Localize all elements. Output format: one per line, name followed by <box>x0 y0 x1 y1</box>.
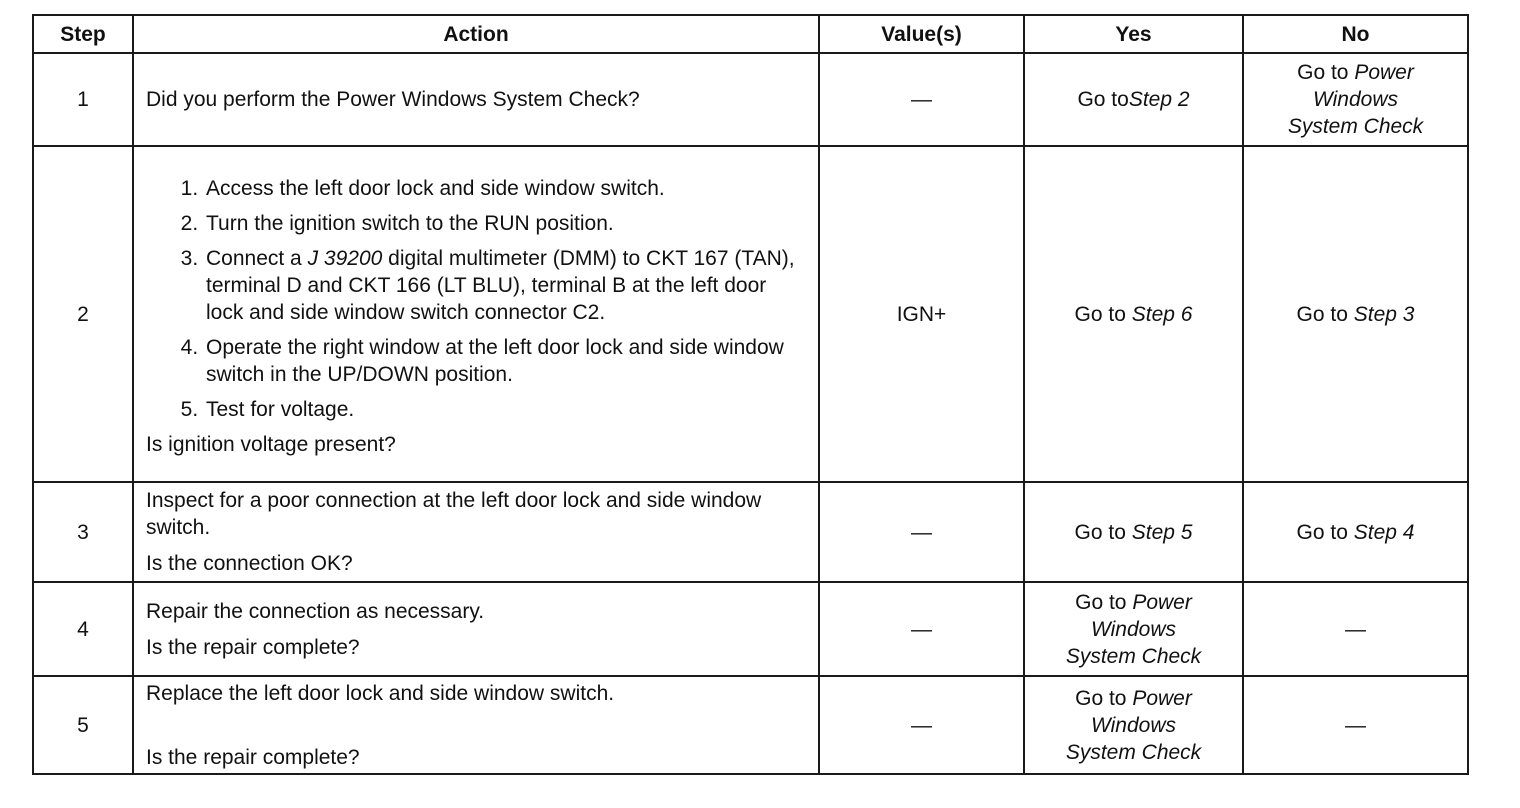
action-question: Is ignition voltage present? <box>146 432 396 456</box>
action-text: Replace the left door lock and side window switch. <box>146 681 615 705</box>
tool-reference: J 39200 <box>307 246 383 270</box>
action-cell <box>133 582 819 676</box>
yes-target-link[interactable]: Step 2 <box>1128 88 1190 111</box>
step-number: 4 <box>33 582 133 676</box>
action-question: Is the connection OK? <box>146 552 353 575</box>
header-yes: Yes <box>1024 15 1243 53</box>
yes-target-link-cont[interactable]: System Check <box>1065 740 1202 764</box>
value-cell: — <box>819 582 1024 676</box>
step-number: 5 <box>33 676 133 774</box>
substep-item: 2. Turn the ignition switch to the RUN position. <box>204 210 806 237</box>
no-prefix: Go to <box>1296 520 1354 544</box>
header-row <box>33 15 1468 53</box>
no-cell: — <box>1243 676 1468 774</box>
step-number: 2 <box>33 146 133 482</box>
substep-item <box>204 245 806 326</box>
header-values: Value(s) <box>819 15 1024 53</box>
yes-cell <box>1024 146 1243 482</box>
no-prefix: Go to <box>1297 61 1355 84</box>
substep-item: 5. Test for voltage. <box>204 396 806 423</box>
table-row <box>33 676 1468 774</box>
yes-target-link-cont[interactable]: Windows <box>1090 713 1176 737</box>
action-cell <box>133 482 819 582</box>
yes-target-link-cont[interactable]: Windows <box>1090 617 1176 641</box>
substep-text: Connect a <box>206 246 308 270</box>
yes-prefix: Go to <box>1074 302 1132 326</box>
step-number: 1 <box>33 53 133 146</box>
header-action: Action <box>133 15 819 53</box>
yes-target-link[interactable]: Step 5 <box>1131 520 1193 544</box>
action-cell <box>133 53 819 146</box>
no-target-link[interactable]: Power <box>1354 61 1414 84</box>
table-row <box>33 53 1468 146</box>
substep-item: 1. Access the left door lock and side window switch. <box>204 175 806 202</box>
action-question: Is the repair complete? <box>146 745 360 769</box>
action-text: Did you perform the Power Windows System Check? <box>146 88 640 111</box>
no-cell: — <box>1243 582 1468 676</box>
value-cell: — <box>819 53 1024 146</box>
action-text: Repair the connection as necessary. <box>146 599 485 623</box>
header-no: No <box>1243 15 1468 53</box>
substep-text: digital multimeter (DMM) to CKT 167 (TAN), terminal D and CKT 166 (LT BLU), terminal B at the left door lock and side window switch connector C2. <box>206 246 795 324</box>
table-row <box>33 146 1468 482</box>
no-target-link[interactable]: Step 4 <box>1353 520 1415 544</box>
yes-prefix: Go to <box>1077 88 1129 111</box>
yes-target-link[interactable]: Power <box>1132 590 1192 614</box>
yes-cell <box>1024 482 1243 582</box>
table-row <box>33 582 1468 676</box>
no-prefix: Go to <box>1296 302 1354 326</box>
action-question: Is the repair complete? <box>146 635 360 659</box>
substep-list <box>146 175 806 423</box>
no-cell <box>1243 482 1468 582</box>
action-cell <box>133 146 819 482</box>
no-target-link-cont[interactable]: System Check <box>1287 115 1424 138</box>
no-target-link-cont[interactable]: Windows <box>1312 88 1398 111</box>
table-row <box>33 482 1468 582</box>
yes-cell <box>1024 676 1243 774</box>
yes-prefix: Go to <box>1075 590 1133 614</box>
yes-prefix: Go to <box>1074 520 1132 544</box>
substep-item: 4. Operate the right window at the left door lock and side window switch in the UP/DOWN position. <box>204 334 806 388</box>
no-target-link[interactable]: Step 3 <box>1353 302 1415 326</box>
no-cell <box>1243 146 1468 482</box>
diagnostic-table <box>32 14 1469 775</box>
yes-target-link-cont[interactable]: System Check <box>1065 644 1202 668</box>
yes-target-link[interactable]: Step 6 <box>1131 302 1193 326</box>
value-cell: — <box>819 482 1024 582</box>
yes-cell <box>1024 53 1243 146</box>
value-cell: IGN+ <box>819 146 1024 482</box>
yes-target-link[interactable]: Power <box>1132 686 1192 710</box>
action-text: Inspect for a poor connection at the left door lock and side window switch. <box>146 489 762 539</box>
yes-cell <box>1024 582 1243 676</box>
header-step: Step <box>33 15 133 53</box>
step-number: 3 <box>33 482 133 582</box>
action-cell <box>133 676 819 774</box>
no-cell <box>1243 53 1468 146</box>
value-cell: — <box>819 676 1024 774</box>
yes-prefix: Go to <box>1075 686 1133 710</box>
